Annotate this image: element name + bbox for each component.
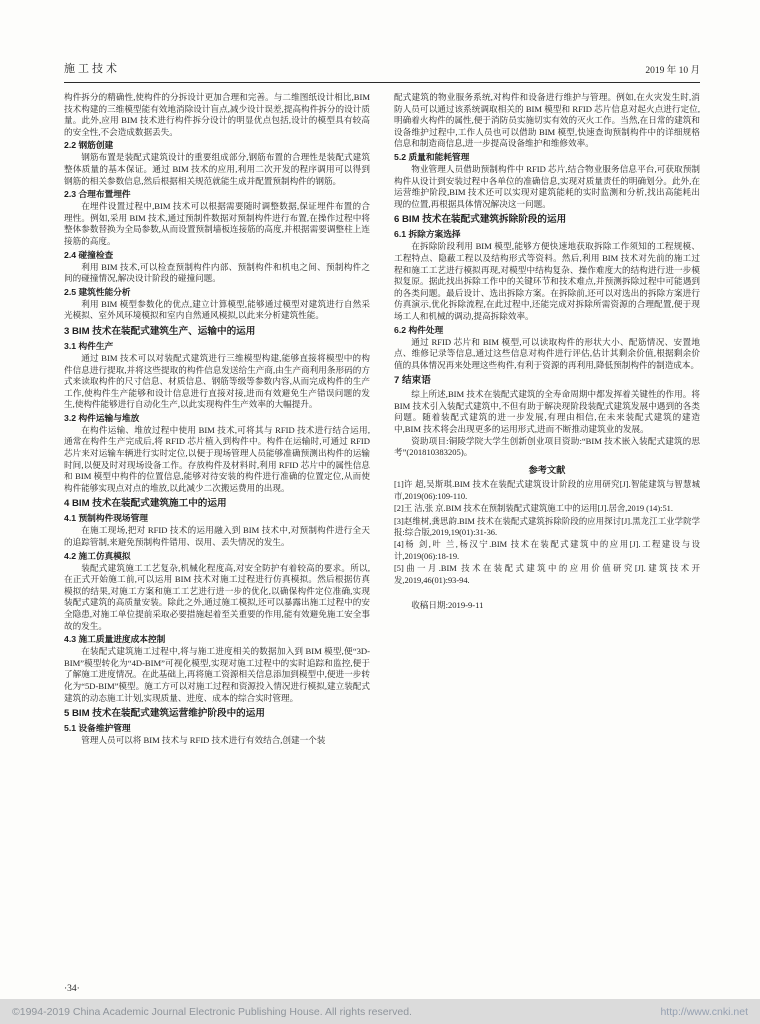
paragraph: 利用 BIM 模型参数化的优点,建立计算模型,能够通过模型对建筑进行自然采光模拟、室外风环境模拟和室内自然通风模拟,以此来分析建筑性能。: [64, 298, 370, 321]
subsection-heading: 6.2 构件处理: [394, 324, 444, 335]
reference-item: [1]许 超,吴斯琪.BIM 技术在装配式建筑设计阶段的应用研究[J].智能建筑与智慧城市,2019(06):109-110.: [394, 480, 700, 501]
paragraph: 在埋件设置过程中,BIM 技术可以根据需要随时调整数据,保证埋件布置的合理性。例如,采用 BIM 技术,通过预制件数据对预制构件进行布置,在操作过程中将整体参数替换为全局参数,从而设置预制墙板连接筋的高度,并根据需要调整柱上连接筋的高度。: [64, 201, 370, 246]
subsection-heading: 4.2 施工仿真模拟: [64, 550, 131, 561]
references-heading: 参考文献: [528, 464, 566, 475]
paragraph: 构件拆分的精确性,使构件的分拆设计更加合理和完善。与二维图纸设计相比,BIM 技术构建的三维模型能有效地消除设计盲点,减少设计误差,提高构件拆分的设计质量。此外,应用 BIM 技术进行构件拆分设计的明显优点包括,设计的模型具有较高的安全性,不会造成数据丢失。: [64, 92, 370, 137]
subsection-heading: 5.1 设备维护管理: [64, 723, 131, 734]
paragraph: 在构件运输、堆放过程中使用 BIM 技术,可将其与 RFID 技术进行结合运用,通常在构件生产完成后,将 RFID 芯片植入到构件中。构件在运输时,可通过 RFID 芯片来对运输车辆进行实时定位,以便于现场管理人员能够准确预测出构件的运输时间,以便及时对现场设备工作。存放构件及材料时,利用 RFID 芯片中的属性信息和 BIM 模型中构件的位置信息,能够对待安装的构件进行准确的位置定位,从而使构件能够实现点对点的堆放,以此减少二次搬运费用的出现。: [64, 424, 370, 493]
copyright-footer: [0, 999, 760, 1024]
subsection-heading: 2.3 合理布置埋件: [64, 189, 131, 200]
paragraph: 配式建筑的物业服务系统,对构件和设备进行维护与管理。例如,在火灾发生时,消防人员可以通过该系统调取相关的 BIM 模型和 RFID 芯片信息对起火点进行定位,明确着火构件的属性,便于消防员实施切实有效的灭火工作。当然,在日常的建筑和设备维护过程中,工作人员也可以借助 BIM 模型,快速查询预制构件中的详细规格信息和制造商信息,进一步提高设备维护和维修效率。: [394, 92, 700, 149]
subsection-heading: 3.2 构件运输与堆放: [64, 412, 140, 423]
subsection-heading: 4.3 施工质量进度成本控制: [64, 634, 166, 645]
page-header: [64, 60, 700, 83]
paragraph: 在拆除阶段利用 BIM 模型,能够方便快速地获取拆除工作须知的工程规模、工程特点、隐蔽工程以及结构形式等资料。然后,利用 BIM 技术对先前的施工过程和施工工艺进行模拟再现,对模型中结构复杂、操作难度大的结构进行进一步模拟复原。据此找出拆除工作中的关键环节和技术难点,并预测拆除过程中可能遇到的各类问题。最后设计、选出拆除方案。在拆除前,还可以对选出的拆除方案进行仿真演示,优化拆除流程,在此过程中,还能完成对拆除所需资源的合理配置,便于现场工人和机械的调动,提高拆除效率。: [394, 241, 700, 321]
section-heading: 4 BIM 技术在装配式建筑施工中的运用: [64, 498, 227, 510]
issue-date: 2019 年 10 月: [645, 66, 700, 76]
copyright-text: ©1994-2019 China Academic Journal Electronic Publishing House. All rights reserved.: [12, 1005, 412, 1018]
paragraph: 物业管理人员借助预制构件中 RFID 芯片,结合物业服务信息平台,可获取预制构件从设计到安装过程中各单位的准确信息,实现对质量责任的明确划分。此外,在运营维护阶段,BIM 技术还可以实现对建筑能耗的实时监测和分析,找出高能耗出现的位置,再根据具体情况解决这一问题。: [394, 163, 700, 209]
paragraph: 利用 BIM 技术,可以检查预制构件内部、预制构件和机电之间、预制构件之间的碰撞情况,解决设计阶段的碰撞问题。: [64, 261, 370, 284]
subsection-heading: 3.1 构件生产: [64, 340, 114, 351]
article-body: [64, 92, 700, 747]
paragraph: 收稿日期:2019-9-11: [411, 600, 484, 611]
paragraph: 通过 BIM 技术可以对装配式建筑进行三维模型构建,能够直接将模型中的构件信息进行提取,并将这些提取的构件信息发送给生产商,由生产商利用条形码的方式来读取构件的尺寸信息、材质信息、钢筋等级等参数内容,从而完成构件的生产工作,使构件生产能够和设计信息进行直接对接,进而有效避免生产错误问题的发生,使构件能够进行自动化生产,以此实现构件生产效率的大幅提升。: [64, 352, 370, 410]
paragraph: 通过 RFID 芯片和 BIM 模型,可以读取构件的形状大小、配筋情况、安置地点、维修记录等信息,通过这些信息对构件进行评估,估计其剩余价值,根据剩余价值的具体情况再来处理这些构件,有利于资源的再利用,降低预制构件的制造成本。: [394, 336, 700, 370]
paragraph: 综上所述,BIM 技术在装配式建筑的全寿命周期中都发挥着关键性的作用。将 BIM 技术引入装配式建筑中,不但有助于解决现阶段装配式建筑发展中遇到的各类问题。随着装配式建筑的进一步发展,有理由相信,在未来装配式建筑的建造中,BIM 技术将会出现更多的运用形式,进而不断推动建筑业的发展。: [394, 389, 700, 435]
cnki-link[interactable]: http://www.cnki.net: [660, 1005, 748, 1018]
reference-item: [2]王 洁,张 京.BIM 技术在预制装配式建筑施工中的运用[J].居舍,2019 (14):51.: [394, 504, 673, 514]
subsection-heading: 2.5 建筑性能分析: [64, 286, 131, 297]
left-column: [64, 92, 370, 747]
subsection-heading: 4.1 预制构件现场管理: [64, 513, 148, 524]
subsection-heading: 2.4 碰撞检查: [64, 249, 114, 260]
paragraph: 钢筋布置是装配式建筑设计的重要组成部分,钢筋布置的合理性是装配式建筑整体质量的基本保证。通过 BIM 技术的应用,利用二次开发的程序调用可以得到钢筋的相关参数信息,然后根据相关规范就能生成并配置预制构件的钢筋。: [64, 152, 370, 186]
subsection-heading: 6.1 拆除方案选择: [394, 229, 461, 240]
section-heading: 3 BIM 技术在装配式建筑生产、运输中的运用: [64, 325, 256, 337]
paragraph: 资助项目:铜陵学院大学生创新创业项目资助:“BIM 技术嵌入装配式建筑的思考”(201810383205)。: [394, 435, 700, 458]
section-heading: 6 BIM 技术在装配式建筑拆除阶段的运用: [394, 214, 567, 226]
journal-name: 施工技术: [64, 63, 120, 75]
subsection-heading: 5.2 质量和能耗管理: [394, 151, 470, 162]
reference-item: [5]曲一月.BIM 技术在装配式建筑中的应用价值研究[J].建筑技术开发,2019,46(01):93-94.: [394, 564, 700, 585]
reference-item: [4]杨 剑,叶 兰,杨汉宁.BIM 技术在装配式建筑中的应用[J].工程建设与设计,2019(06):18-19.: [394, 540, 700, 561]
paragraph: 在装配式建筑施工过程中,将与施工进度相关的数据加入到 BIM 模型,便“3D-BIM”模型转化为“4D-BIM”可视化模型,实现对施工过程中的实时追踪和监控,便于了解施工进度情况。在此基础上,再将施工资源相关信息添加到模型中,便进一步转化为“5D-BIM”模型。施工方可以对施工过程和资源投入情况进行模拟,建立装配式建筑的动态施工计划,实现质量、进度、成本的综合实时管理。: [64, 646, 370, 703]
section-heading: 7 结束语: [394, 375, 431, 387]
paragraph: 装配式建筑施工工艺复杂,机械化程度高,对安全防护有着较高的要求。所以,在正式开始施工前,可以运用 BIM 技术对施工过程进行仿真模拟。然后根据仿真模拟的结果,对施工方案和施工工艺进行进一步的优化,以确保构件定位准确,实现装配式建筑的高质量安装。除此之外,通过施工模拟,还可以暴露出施工过程中的安全隐患,对施工单位提前采取必要措施起着至关重要的作用,能有效避免施工安全事故的发生。: [64, 562, 370, 631]
right-column: [394, 92, 700, 747]
paragraph: 管理人员可以将 BIM 技术与 RFID 技术进行有效结合,创建一个装: [81, 735, 326, 746]
section-heading: 5 BIM 技术在装配式建筑运营维护阶段中的运用: [64, 708, 265, 720]
page-number: ·34·: [64, 984, 80, 994]
paragraph: 在施工现场,把对 RFID 技术的运用融入到 BIM 技术中,对预制构件进行全天的追踪管制,来避免预制构件错用、误用、丢失情况的发生。: [64, 525, 370, 548]
reference-item: [3]赵维树,龚思韵.BIM 技术在装配式建筑拆除阶段的应用探讨[J].黑龙江工业学院学报:综合版,2019,19(01):31-36.: [394, 516, 700, 538]
subsection-heading: 2.2 钢筋创建: [64, 140, 114, 151]
